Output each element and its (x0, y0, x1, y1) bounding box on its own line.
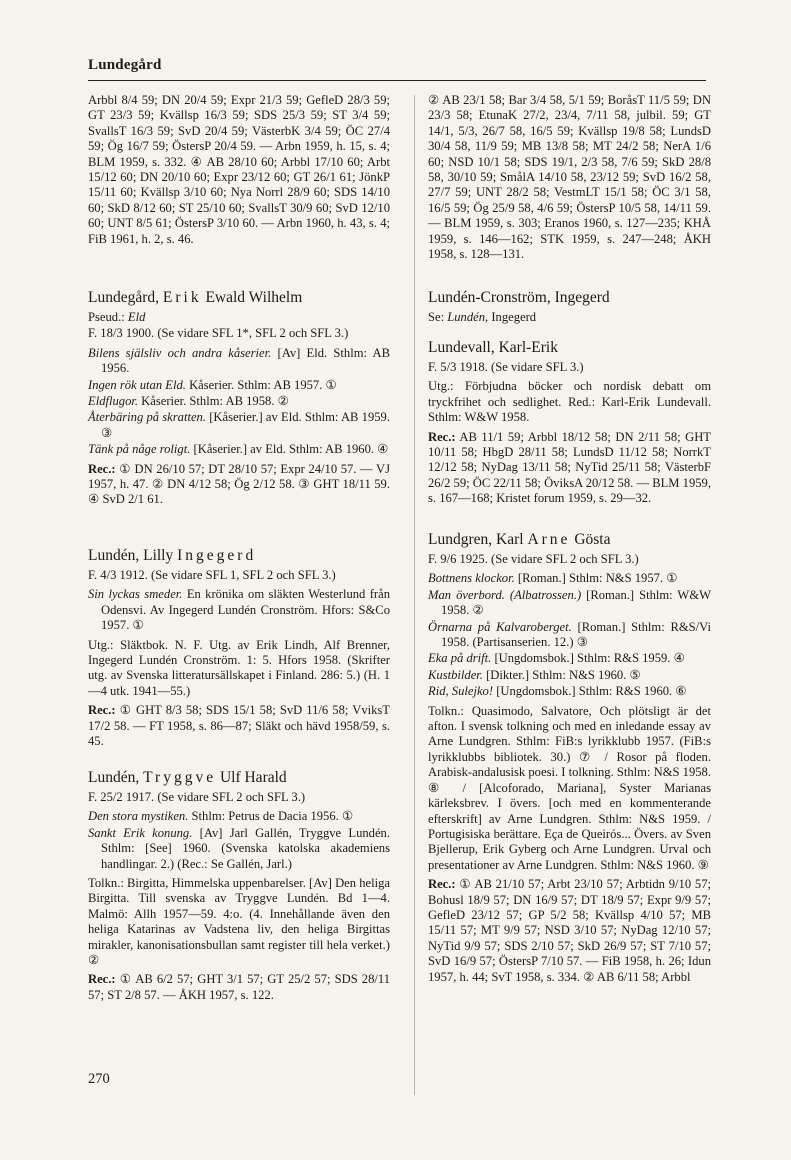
review-list (88, 462, 390, 508)
work-item (428, 620, 711, 651)
entry-name-part: Ulf Harald (216, 769, 287, 786)
review-list (88, 703, 390, 749)
birth-line: F. 18/3 1900. (Se vidare SFL 1*, SFL 2 och SFL 3.) (88, 326, 349, 341)
review-label: Rec.: (428, 877, 456, 892)
editor-works: Utg.: Förbjudna böcker och nordisk debatt om tryckfrihet och sedlighet. Red.: Karl-Erik Lundevall. Sthlm: W&W 1958. (428, 379, 711, 425)
entry-name-part: Lundén, (88, 769, 144, 786)
work-title: Ingen rök utan Eld. (88, 377, 186, 392)
work-details: [Roman.] Sthlm: R&S/Vi 1958. (Partisanserien. 12.) ③ (441, 619, 711, 650)
birth-line: F. 5/3 1918. (Se vidare SFL 3.) (428, 360, 584, 374)
continuation-text: ② AB 23/1 58; Bar 3/4 58, 5/1 59; BoråsT 11/5 59; DN 23/3 58; EtunaK 27/2, 23/4, 7/11 58, julbil. 59; GT 14/1, 5/3, 26/7 58, 16/5 59; Kvällsp 19/8 58; LundsD 30/4 58, 11/9 59; MB 13/8 58; MT 24/2 58; NerA 1/6 60; NSD 10/1 58; SDS 19/1, 2/3 58, 7/6 59; SkD 28/8 58, 30/10 59; SmålA 14/10 58, 23/12 59; SvD 16/2 58, 27/7 59; UNT 28/2 58; VestmLT 15/1 58; ÖC 3/1 58, 16/5 59; Ög 25/9 58, 4/6 59; ÖstersP 10/5 58, 14/11 59. — BLM 1959, s. 303; Eranos 1960, s. 127—235; KHÅ 1959, s. 146—162; STK 1959, s. 247—248; ÅKH 1958, s. 128—131. (428, 93, 711, 262)
work-title: Tänk på någe roligt. (88, 442, 191, 457)
work-title: Eldflugor. (88, 394, 139, 409)
work-item (88, 826, 390, 872)
entry-heading: Lundén-Cronström, Ingegerd (428, 289, 610, 306)
work-item (88, 587, 390, 633)
review-text: ① DN 26/10 57; DT 28/10 57; Expr 24/10 57. — VJ 1957, h. 47. ② DN 4/12 58; Ög 2/12 58. ③ GHT 18/11 59. ④ SvD 2/1 61. (88, 461, 390, 507)
entry-lundgren-arne (428, 530, 711, 985)
work-item (428, 684, 711, 699)
translation-works: Tolkn.: Birgitta, Himmelska uppenbarelser. [Av] Den heliga Birgitta. Till svenska av Tryggve Lundén. Bd 1—4. Malmö: Allh 1957—59. 4:o. (4. Innehållande även den heliga Katarinas av Vadstena liv, den heliga Birgittas mirakler, kanonisationsbullan samt register till hela verket.) ② (88, 876, 390, 968)
entry-heading: Lundevall, Karl-Erik (428, 339, 558, 356)
entry-name-spaced: Arne (527, 531, 571, 548)
entry-heading (428, 530, 711, 549)
work-details: [Av] Jarl Gallén, Tryggve Lundén. Sthlm: [See] 1960. (Svenska katolska akademiens handlingar. 2.) (Rec.: Se Gallén, Jarl.) (101, 825, 390, 871)
entry-name-part: Gösta (570, 531, 611, 548)
review-text: ① GHT 8/3 58; SDS 15/1 58; SvD 11/6 58; VviksT 17/2 58. — FT 1958, s. 86—87; Släkt och hävd 1958/59, s. 45. (88, 703, 390, 749)
work-item (88, 410, 390, 441)
entry-lundegard-erik (88, 288, 390, 508)
entry-lundevall (428, 338, 711, 507)
work-title: Eka på drift. (428, 651, 492, 666)
entry-name-part: Lundén, Lilly (88, 547, 178, 564)
pseudonym: Eld (127, 310, 146, 324)
entry-name-part: Lundgren, Karl (428, 531, 528, 548)
work-details: [Ungdomsbok.] Sthlm: R&S 1959. ④ (491, 651, 685, 666)
translation-works: Tolkn.: Quasimodo, Salvatore, Och plötsligt är det afton. I svensk tolkning och med en inledande essay av Arne Lundgren. Sthlm: FiB:s lyrikklubb 1957. (FiB:s lyrikklubbs bibliotek. 30.) ⑦ / Rosor på floden. Arabisk-andalusisk poesi. I tolkning. Sthlm: N&S 1958. ⑧ / [Alcoforado, Mariana], Syster Marianas kärleksbrev. I övers. [och med en kommenterande efterskrift] av Arne Lundgren. Sthlm: N&S 1959. / Portugisiska berättare. Eça de Queirós... Övers. av Sven Bjellerup, Erik Gyberg och Arne Lundgren. Urval och presentationer av Arne Lundgren. Sthlm: N&S 1960. ⑨ (428, 703, 712, 872)
work-details: [Kåserier.] av Eld. Sthlm: AB 1960. ④ (190, 442, 389, 457)
work-details: [Roman.] Sthlm: N&S 1957. ① (514, 571, 678, 586)
page-number: 270 (88, 1071, 110, 1087)
continuation-block-left (88, 93, 390, 247)
work-details: [Dikter.] Sthlm: N&S 1960. ⑤ (482, 667, 641, 682)
header-rule (88, 80, 706, 81)
work-title: Återbäring på skratten. (88, 410, 206, 425)
review-label: Rec.: (428, 429, 456, 444)
work-title: Man överbord. (Albatrossen.) (428, 587, 582, 602)
entry-name-part: Ewald Wilhelm (201, 289, 303, 306)
work-details: Sthlm: Petrus de Dacia 1956. ① (188, 809, 354, 824)
cross-reference-label: Se: (428, 310, 448, 324)
entry-heading (88, 768, 390, 787)
entry-lunden-tryggve (88, 768, 390, 1003)
work-details: [Roman.] Sthlm: W&W 1958. ② (441, 587, 711, 618)
work-title: Örnarna på Kalvaroberget. (428, 619, 572, 634)
work-item (88, 394, 390, 409)
work-title: Bilens själsliv och andra kåserier. (88, 345, 272, 360)
review-text: ① AB 6/2 57; GHT 3/1 57; GT 25/2 57; SDS 28/11 57; ST 2/8 57. — ÅKH 1957, s. 122. (88, 972, 390, 1002)
work-item (428, 651, 711, 666)
entry-heading (88, 288, 390, 307)
work-item (428, 571, 711, 586)
work-details: En krönika om släkten Westerlund från Odensvi. Av Ingegerd Lundén Cronström. Hfors: S&Co 1957. ① (101, 587, 390, 633)
entry-heading (88, 546, 390, 565)
entry-name-spaced: Ingegerd (177, 547, 257, 564)
review-label: Rec.: (88, 703, 116, 718)
work-title: Den stora mystiken. (88, 809, 189, 824)
review-list (428, 430, 711, 507)
running-head: Lundegård (88, 57, 162, 73)
continuation-block-right (428, 93, 711, 262)
work-title: Sankt Erik konung. (88, 825, 193, 840)
work-item (88, 346, 390, 377)
review-list (428, 877, 711, 985)
cross-reference-target: Lundén, (447, 310, 489, 324)
entry-name-part: Lundegård, (88, 289, 163, 306)
work-item (88, 442, 390, 457)
work-details: [Kåserier.] av Eld. Sthlm: AB 1959. ③ (101, 410, 390, 440)
work-item (428, 588, 711, 619)
work-item (88, 378, 390, 393)
column-divider (414, 95, 415, 1095)
birth-line: F. 25/2 1917. (Se vidare SFL 2 och SFL 3.) (88, 790, 306, 804)
review-text: ① AB 21/10 57; Arbt 23/10 57; Arbtidn 9/10 57; Bohusl 18/9 57; DN 16/9 57; DT 18/9 57; Expr 9/9 57; GefleD 23/12 57; GP 5/2 58; Kvällsp 4/10 57; MB 15/11 57; MT 9/9 57; NSD 3/10 57; NyDag 12/10 57; NyTid 9/9 57; SDS 2/10 57; SkD 26/9 57; ST 7/10 57; SvD 16/9 57; ÖstersP 7/10 57. — FiB 1958, h. 26; Idun 1957, h. 44; SvT 1958, s. 334. ② AB 6/11 58; Arbbl (428, 877, 711, 984)
work-title: Kustbilder. (428, 667, 483, 682)
entry-lunden-cronstrom (428, 288, 711, 325)
cross-reference-rest: Ingegerd (488, 310, 537, 324)
review-label: Rec.: (88, 972, 116, 987)
review-label: Rec.: (88, 461, 116, 476)
entry-lunden-lilly (88, 546, 390, 749)
entry-name-spaced: Tryggve (143, 769, 217, 786)
work-title: Sin lyckas smeder. (88, 587, 183, 602)
pseudonym-line (88, 310, 390, 325)
work-details: [Ungdomsbok.] Sthlm: R&S 1960. ⑥ (493, 684, 687, 699)
work-title: Rid, Sulejko! (428, 684, 494, 699)
editor-works: Utg.: Släktbok. N. F. Utg. av Erik Lindh, Alf Brenner, Ingegerd Lundén Cronström. 1: 5. Hfors 1958. (Skrifter utg. av Svenska litteratursällskapet i Finland. 286: 5.) (H. 1—4 utk. 1941—55.) (88, 637, 390, 698)
review-text: AB 11/1 59; Arbbl 18/12 58; DN 2/11 58; GHT 10/11 58; HbgD 28/11 58; LundsD 11/12 58; NorrkT 12/12 58; NyDag 13/11 58; NyTid 25/11 58; VästerbF 26/2 59; ÖC 22/11 58; ÖviksA 20/12 58. — BLM 1959, s. 167—168; Kristet forum 1959, s. 29—32. (428, 429, 711, 506)
pseudonym-label: Pseud.: (88, 310, 128, 324)
work-item (88, 809, 390, 824)
review-list (88, 972, 390, 1003)
birth-line: F. 9/6 1925. (Se vidare SFL 2 och SFL 3.) (428, 552, 639, 566)
continuation-text: Arbbl 8/4 59; DN 20/4 59; Expr 21/3 59; GefleD 28/3 59; GT 23/3 59; Kvällsp 16/3 59; SDS 25/3 59; ST 3/4 59; SvallsT 16/3 59; SvD 20/4 59; VästerbK 3/4 59; ÖC 27/4 59; Ög 16/7 59; ÖstersP 20/4 59. — Arbn 1959, h. 15, s. 4; BLM 1959, s. 332. ④ AB 28/10 60; Arbbl 17/10 60; Arbt 15/12 60; DN 20/10 60; Expr 23/12 60; GT 26/1 61; JönkP 15/11 60; Kvällsp 3/10 60; Nya Norrl 28/9 60; SDS 14/10 60; SkD 8/12 60; ST 25/10 60; SvallsT 30/9 60; SvD 12/10 60; UNT 8/5 61; ÖstersP 3/10 60. — Arbn 1960, h. 43, s. 4; FiB 1961, h. 2, s. 46. (88, 93, 390, 246)
work-details: Kåserier. Sthlm: AB 1958. ② (138, 394, 289, 409)
work-title: Bottnens klockor. (428, 571, 515, 586)
cross-reference (428, 310, 711, 325)
work-item (428, 668, 711, 683)
work-details: [Av] Eld. Sthlm: AB 1956. (101, 345, 390, 376)
entry-name-spaced: Erik (162, 289, 202, 306)
work-details: Kåserier. Sthlm: AB 1957. ① (185, 377, 337, 392)
birth-line: F. 4/3 1912. (Se vidare SFL 1, SFL 2 och SFL 3.) (88, 568, 336, 582)
